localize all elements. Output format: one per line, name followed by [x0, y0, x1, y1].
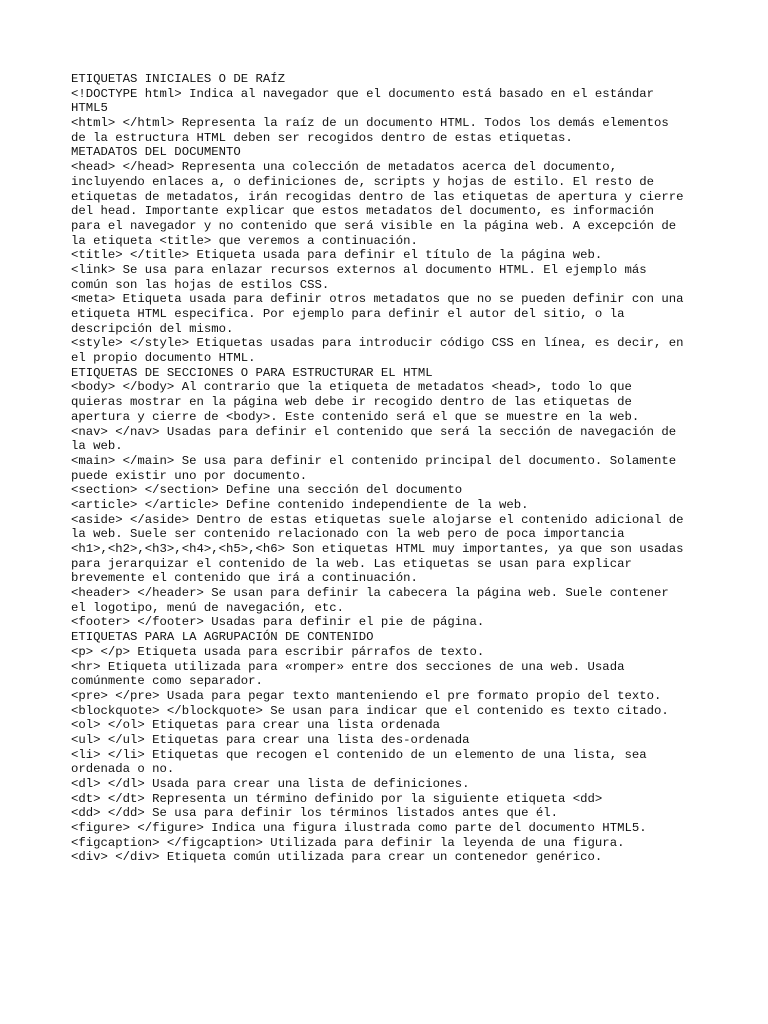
- text-line: <!DOCTYPE html> Indica al navegador que el documento está basado en el estándar: [71, 86, 654, 101]
- text-line: quieras mostrar en la página web debe ir recogido dentro de las etiquetas de: [71, 395, 632, 410]
- document-page: [71, 72, 701, 865]
- text-line: <body> </body> Al contrario que la etiqueta de metadatos <head>, todo lo que: [71, 380, 632, 395]
- text-line: <dt> </dt> Representa un término definido por la siguiente etiqueta <dd>: [71, 791, 603, 806]
- text-line: <figure> </figure> Indica una figura ilustrada como parte del documento HTML5.: [71, 821, 647, 836]
- text-line: <p> </p> Etiqueta usada para escribir párrafos de texto.: [71, 644, 485, 659]
- text-line: <ul> </ul> Etiquetas para crear una lista des-ordenada: [71, 732, 470, 747]
- text-line: <aside> </aside> Dentro de estas etiquetas suele alojarse el contenido adicional de: [71, 512, 684, 527]
- text-line: <dl> </dl> Usada para crear una lista de definiciones.: [71, 777, 470, 791]
- text-line: común son las hojas de estilos CSS.: [71, 277, 330, 292]
- section-heading: ETIQUETAS DE SECCIONES O PARA ESTRUCTURAR EL HTML: [71, 365, 433, 380]
- text-line: <style> </style> Etiquetas usadas para introducir código CSS en línea, es decir, en: [71, 336, 684, 351]
- text-line: de la estructura HTML deben ser recogidos dentro de estas etiquetas.: [71, 130, 573, 145]
- text-line: <head> </head> Representa una colección de metadatos acerca del documento,: [71, 160, 618, 175]
- text-line: <link> Se usa para enlazar recursos externos al documento HTML. El ejemplo más: [71, 262, 647, 277]
- text-line: <section> </section> Define una sección del documento: [71, 483, 463, 498]
- text-line: <figcaption> </figcaption> Utilizada para definir la leyenda de una figura.: [71, 835, 625, 850]
- text-line: <div> </div> Etiqueta común utilizada para crear un contenedor genérico.: [71, 850, 603, 865]
- section-heading: ETIQUETAS INICIALES O DE RAÍZ: [71, 72, 286, 86]
- text-line: <main> </main> Se usa para definir el contenido principal del documento. Solamente: [71, 453, 677, 468]
- text-line: <html> </html> Representa la raíz de un documento HTML. Todos los demás elementos: [71, 116, 669, 131]
- text-line: el propio documento HTML.: [71, 351, 256, 366]
- text-line: <nav> </nav> Usadas para definir el contenido que será la sección de navegación de: [71, 424, 677, 439]
- section-heading: ETIQUETAS PARA LA AGRUPACIÓN DE CONTENIDO: [71, 630, 374, 645]
- text-line: comúnmente como separador.: [71, 674, 263, 689]
- text-line: HTML5: [71, 101, 108, 116]
- text-line: <footer> </footer> Usadas para definir el pie de página.: [71, 615, 485, 630]
- text-line: la web. Suele ser contenido relacionado con la web pero de poca importancia: [71, 527, 625, 542]
- text-line: para jerarquizar el contenido de la web. Las etiquetas se usan para explicar: [71, 556, 632, 571]
- text-line: <hr> Etiqueta utilizada para «romper» entre dos secciones de una web. Usada: [71, 659, 625, 674]
- text-line: <li> </li> Etiquetas que recogen el contenido de un elemento de una lista, sea: [71, 747, 647, 762]
- text-line: etiquetas de metadatos, irán recogidas dentro de las etiquetas de apertura y cierre: [71, 189, 684, 204]
- text-line: puede existir uno por documento.: [71, 468, 308, 483]
- text-line: la etiqueta <title> que veremos a continuación.: [71, 233, 418, 248]
- section-heading: METADATOS DEL DOCUMENTO: [71, 145, 241, 160]
- text-line: apertura y cierre de <body>. Este contenido será el que se muestre en la web.: [71, 409, 640, 424]
- text-line: <h1>,<h2>,<h3>,<h4>,<h5>,<h6> Son etiquetas HTML muy importantes, ya que son usadas: [71, 542, 684, 556]
- text-line: del head. Importante explicar que estos metadatos del documento, es información: [71, 204, 654, 219]
- text-line: el logotipo, menú de navegación, etc.: [71, 600, 345, 615]
- text-line: <header> </header> Se usan para definir la cabecera la página web. Suele contener: [71, 586, 669, 601]
- text-line: <blockquote> </blockquote> Se usan para indicar que el contenido es texto citado.: [71, 703, 669, 718]
- text-line: <pre> </pre> Usada para pegar texto manteniendo el pre formato propio del texto.: [71, 688, 662, 703]
- text-line: <dd> </dd> Se usa para definir los términos listados antes que él.: [71, 806, 559, 821]
- text-line: la web.: [71, 439, 123, 454]
- text-line: etiqueta HTML especifica. Por ejemplo para definir el autor del sitio, o la: [71, 307, 625, 321]
- text-line: <title> </title> Etiqueta usada para definir el título de la página web.: [71, 248, 603, 263]
- text-line: para el navegador y no contenido que será visible en la página web. A excepción de: [71, 218, 677, 233]
- text-line: brevemente el contenido que irá a continuación.: [71, 571, 418, 586]
- text-line: descripción del mismo.: [71, 321, 234, 336]
- text-line: <ol> </ol> Etiquetas para crear una lista ordenada: [71, 718, 440, 733]
- text-line: ordenada o no.: [71, 762, 175, 777]
- text-line: <meta> Etiqueta usada para definir otros metadatos que no se pueden definir con una: [71, 292, 684, 307]
- text-line: <article> </article> Define contenido independiente de la web.: [71, 497, 529, 512]
- text-line: incluyendo enlaces a, o definiciones de, scripts y hojas de estilo. El resto de: [71, 174, 654, 189]
